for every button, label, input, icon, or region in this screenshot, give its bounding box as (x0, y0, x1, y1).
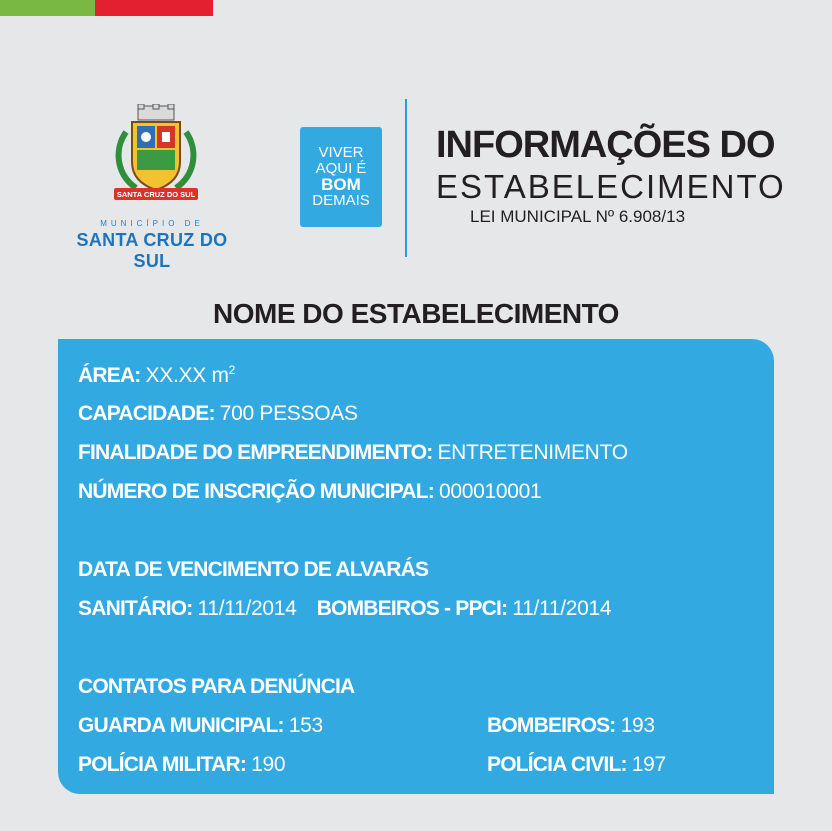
firefighters-contact-label: BOMBEIROS: (487, 714, 616, 737)
military-police-row (78, 753, 285, 777)
slogan-badge (300, 127, 382, 227)
establishment-name: NOME DO ESTABELECIMENTO (213, 298, 619, 329)
municipality-label: MUNICÍPIO DE (100, 219, 204, 228)
military-police-value: 190 (251, 753, 286, 776)
crest-ribbon-text: SANTA CRUZ DO SUL (116, 190, 196, 199)
area-value: XX.XX m (145, 364, 229, 387)
civil-police-value: 197 (631, 753, 666, 776)
green-top-bar (0, 0, 95, 16)
header-divider (405, 99, 407, 257)
sanitary-label: SANITÁRIO: (78, 597, 193, 620)
sanitary-value: 11/11/2014 (197, 597, 297, 620)
registration-label: NÚMERO DE INSCRIÇÃO MUNICIPAL: (78, 480, 434, 503)
registration-value: 000010001 (439, 480, 542, 503)
municipal-crest-icon (108, 104, 204, 204)
slogan-line-2: AQUI É (315, 160, 367, 177)
civil-police-label: POLÍCIA CIVIL: (487, 753, 627, 776)
slogan-line-1: VIVER (318, 144, 364, 161)
municipality-name: SANTA CRUZ DO SUL (76, 230, 228, 271)
purpose-row (78, 441, 628, 465)
area-row (78, 363, 235, 388)
military-police-label: POLÍCIA MILITAR: (78, 753, 247, 776)
capacity-row (78, 402, 358, 426)
capacity-label: CAPACIDADE: (78, 402, 215, 425)
purpose-label: FINALIDADE DO EMPREENDIMENTO: (78, 441, 433, 464)
firefighters-permit-value: 11/11/2014 (512, 597, 612, 620)
page-title-line-2: ESTABELECIMENTO (436, 168, 786, 205)
municipal-guard-row (78, 714, 323, 738)
registration-row (78, 480, 541, 504)
permits-row (78, 597, 611, 621)
municipal-guard-value: 153 (288, 714, 323, 737)
slogan-line-3: BOM (321, 175, 361, 194)
capacity-value: 700 PESSOAS (219, 402, 358, 425)
area-label: ÁREA: (78, 364, 141, 387)
page-title-line-1: INFORMAÇÕES DO (436, 124, 775, 166)
permits-heading-text: DATA DE VENCIMENTO DE ALVARÁS (78, 558, 429, 581)
slogan-line-4: DEMAIS (312, 192, 370, 209)
permits-heading (78, 558, 428, 582)
area-unit-superscript: 2 (228, 363, 235, 377)
civil-police-row (487, 753, 666, 777)
contacts-heading-text: CONTATOS PARA DENÚNCIA (78, 675, 355, 698)
contacts-heading (78, 675, 354, 699)
firefighters-permit-label: BOMBEIROS - PPCI: (316, 597, 508, 620)
firefighters-contact-value: 193 (620, 714, 655, 737)
info-panel (58, 339, 774, 794)
purpose-value: ENTRETENIMENTO (437, 441, 628, 464)
law-reference: LEI MUNICIPAL Nº 6.908/13 (470, 207, 686, 226)
municipal-guard-label: GUARDA MUNICIPAL: (78, 714, 284, 737)
red-top-bar (95, 0, 213, 16)
firefighters-contact-row (487, 714, 655, 738)
